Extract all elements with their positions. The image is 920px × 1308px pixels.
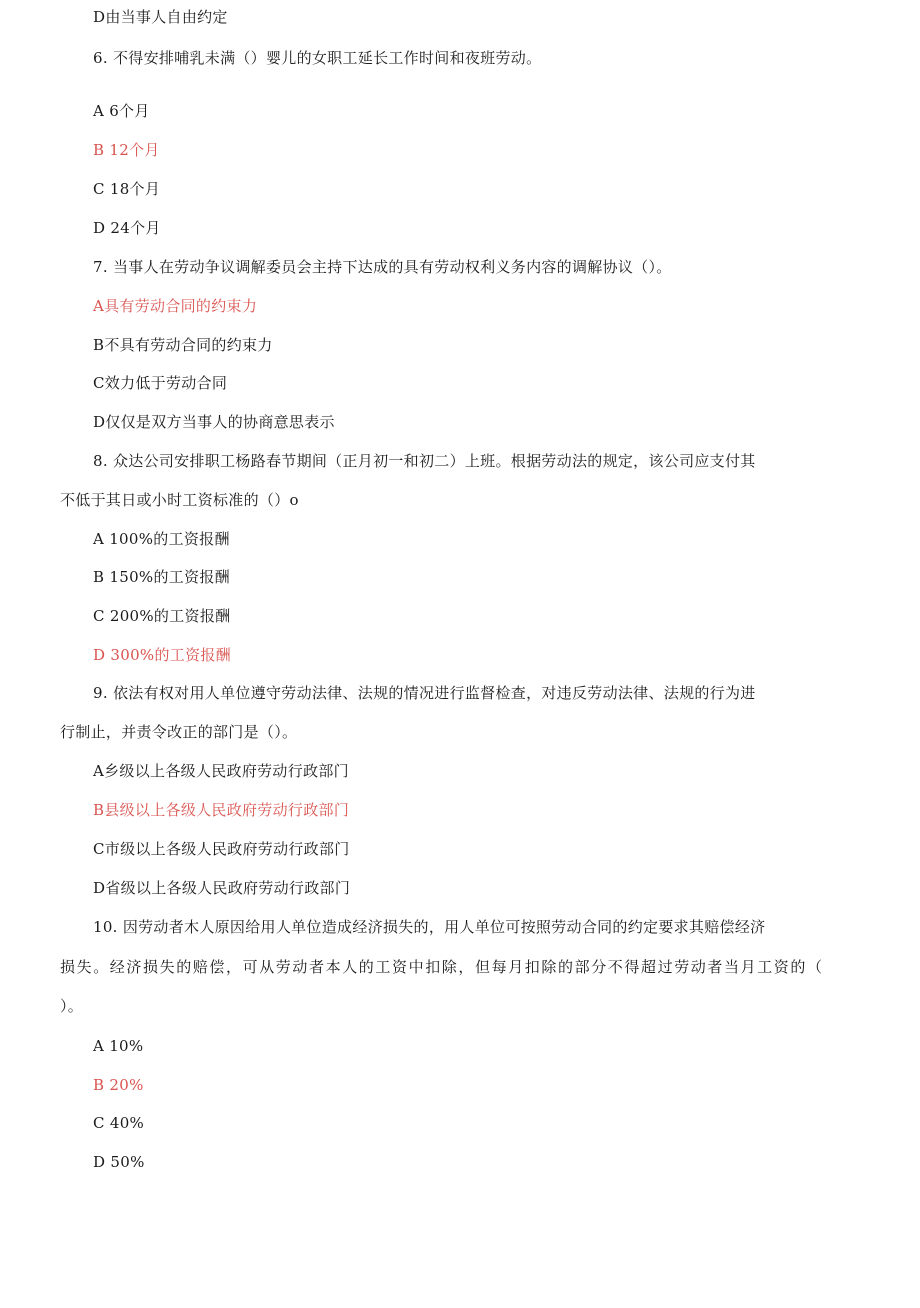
question-7: 7. 当事人在劳动争议调解委员会主持下达成的具有劳动权利义务内容的调解协议（）。 — [93, 258, 672, 276]
question-9-line-1: 9. 依法有权对用人单位遵守劳动法律、法规的情况进行监督检查，对违反劳动法律、法规的行为进 — [93, 684, 756, 702]
q8-option-c: C 200%的工资报酬 — [93, 607, 231, 625]
q7-option-b: B不具有劳动合同的约束力 — [93, 336, 273, 354]
question-8-line-2: 不低于其日或小时工资标准的（）o — [60, 491, 299, 509]
q10-option-d: D 50% — [93, 1153, 145, 1171]
question-10-line-3: ）。 — [60, 997, 84, 1015]
q6-option-c: C 18个月 — [93, 180, 161, 198]
q9-option-a: A乡级以上各级人民政府劳动行政部门 — [93, 762, 349, 780]
q9-option-b-answer: B县级以上各级人民政府劳动行政部门 — [93, 801, 350, 819]
question-10-line-1: 10. 因劳动者木人原因给用人单位造成经济损失的，用人单位可按照劳动合同的约定要求其赔偿经济 — [93, 918, 766, 936]
q6-option-a: A 6个月 — [93, 102, 150, 120]
q5-option-d: D由当事人自由约定 — [93, 8, 228, 26]
q8-option-b: B 150%的工资报酬 — [93, 568, 230, 586]
q7-option-c: C效力低于劳动合同 — [93, 374, 228, 392]
q10-option-c: C 40% — [93, 1114, 145, 1132]
q6-option-d: D 24个月 — [93, 219, 161, 237]
q9-option-d: D省级以上各级人民政府劳动行政部门 — [93, 879, 351, 897]
question-6: 6. 不得安排哺乳未满（）婴儿的女职工延长工作时间和夜班劳动。 — [93, 49, 542, 67]
question-10-line-2: 损失。经济损失的赔偿，可从劳动者本人的工资中扣除，但每月扣除的部分不得超过劳动者当月工资的（ — [60, 958, 824, 976]
question-9-line-2: 行制止，并责令改正的部门是（）。 — [60, 723, 298, 741]
question-8-line-1: 8. 众达公司安排职工杨路春节期间（正月初一和初二）上班。根据劳动法的规定，该公司应支付其 — [93, 452, 756, 470]
q6-option-b-answer: B 12个月 — [93, 141, 160, 159]
q8-option-d-answer: D 300%的工资报酬 — [93, 646, 231, 664]
q10-option-a: A 10% — [93, 1037, 144, 1055]
q7-option-d: D仅仅是双方当事人的协商意思表示 — [93, 413, 335, 431]
q8-option-a: A 100%的工资报酬 — [93, 530, 230, 548]
q7-option-a-answer: A具有劳动合同的约束力 — [93, 297, 258, 315]
q10-option-b-answer: B 20% — [93, 1076, 144, 1094]
q9-option-c: C市级以上各级人民政府劳动行政部门 — [93, 840, 350, 858]
